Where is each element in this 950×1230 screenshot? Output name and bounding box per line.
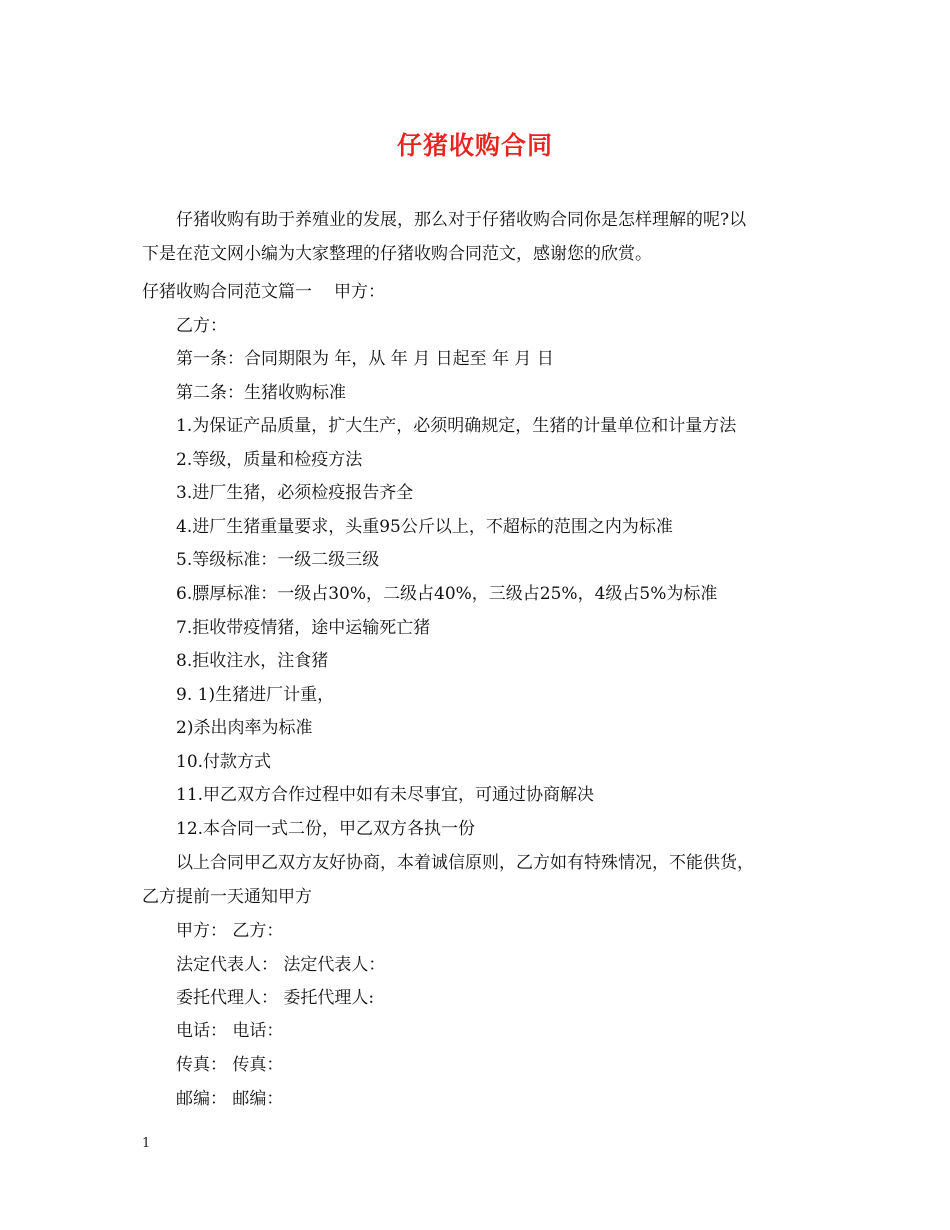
list-item-7: 7.拒收带疫情猪，途中运输死亡猪 — [176, 618, 431, 638]
signature-parties: 甲方： 乙方： — [176, 921, 284, 941]
signature-phone: 电话： 电话： — [176, 1021, 284, 1041]
clause-1: 第一条：合同期限为 年，从 年 月 日起至 年 月 日 — [176, 349, 554, 369]
list-item-1: 1.为保证产品质量，扩大生产，必须明确规定，生猪的计量单位和计量方法 — [176, 416, 737, 436]
party-b-label: 乙方： — [176, 316, 227, 336]
list-item-2: 2.等级，质量和检疫方法 — [176, 450, 363, 470]
intro-line-1: 仔猪收购有助于养殖业的发展，那么对于仔猪收购合同你是怎样理解的呢?以 — [176, 210, 747, 230]
signature-postcode: 邮编： 邮编： — [176, 1089, 284, 1109]
closing-line-1: 以上合同甲乙双方友好协商，本着诚信原则，乙方如有特殊情况，不能供货， — [176, 853, 754, 873]
document-title: 仔猪收购合同 — [396, 131, 553, 160]
list-item-6: 6.膘厚标准：一级占30%，二级占40%，三级占25%，4级占5%为标准 — [176, 584, 718, 604]
list-item-10: 10.付款方式 — [176, 752, 272, 772]
section-heading: 仔猪收购合同范文篇一 — [142, 282, 312, 302]
list-item-3: 3.进厂生猪，必须检疫报告齐全 — [176, 483, 414, 503]
list-item-8: 8.拒收注水，注食猪 — [176, 651, 329, 671]
intro-line-2: 下是在范文网小编为大家整理的仔猪收购合同范文，感谢您的欣赏。 — [142, 244, 652, 264]
clause-2: 第二条：生猪收购标准 — [176, 383, 346, 403]
page-number: 1 — [142, 1136, 151, 1151]
list-item-9b: 2)杀出肉率为标准 — [176, 718, 313, 738]
signature-legal-representative: 法定代表人： 法定代表人： — [176, 955, 386, 975]
section-heading-row — [142, 280, 385, 304]
signature-fax: 传真： 传真： — [176, 1055, 284, 1075]
party-a-label: 甲方： — [334, 282, 385, 302]
list-item-5: 5.等级标准：一级二级三级 — [176, 550, 380, 570]
list-item-4: 4.进厂生猪重量要求，头重95公斤以上，不超标的范围之内为标准 — [176, 517, 673, 537]
closing-line-2: 乙方提前一天通知甲方 — [142, 887, 312, 907]
list-item-12: 12.本合同一式二份，甲乙双方各执一份 — [176, 819, 476, 839]
signature-agent: 委托代理人： 委托代理人: — [176, 988, 375, 1008]
list-item-9a: 9. 1)生猪进厂计重， — [176, 685, 335, 705]
list-item-11: 11.甲乙双方合作过程中如有未尽事宜，可通过协商解决 — [176, 785, 595, 805]
